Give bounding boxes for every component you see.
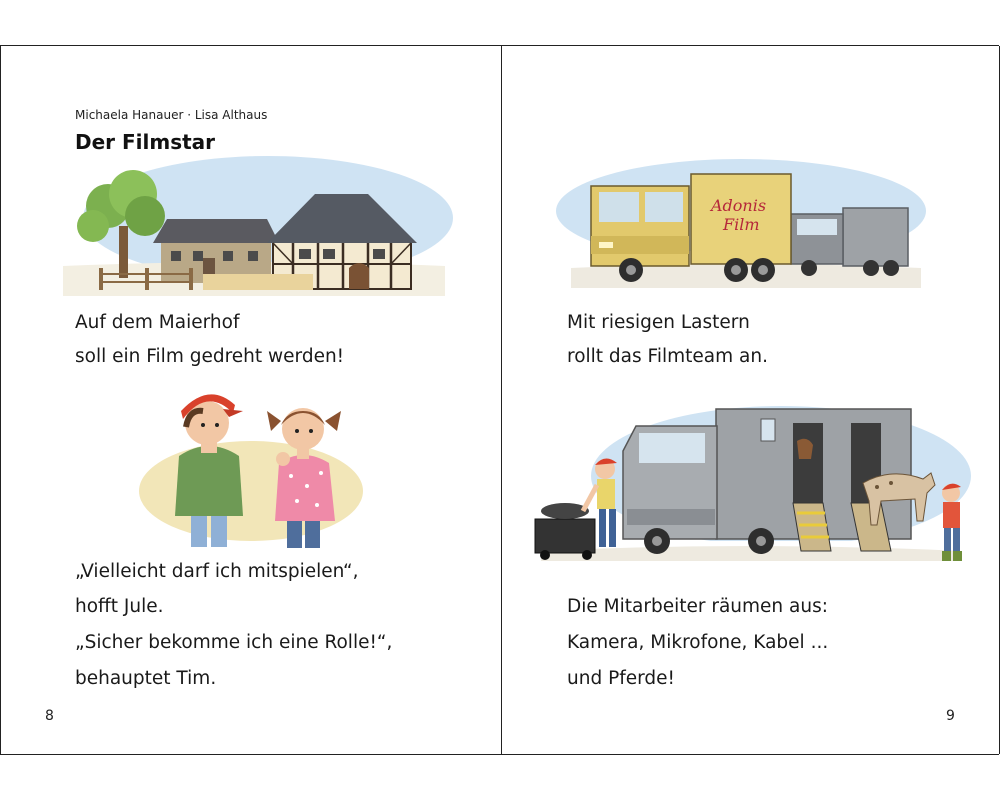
right-page bbox=[501, 46, 1000, 754]
truck-lettering-line2: Film bbox=[723, 215, 760, 234]
page-number: 8 bbox=[45, 708, 54, 724]
text-line: „Sicher bekomme ich eine Rolle!“, bbox=[75, 632, 393, 653]
left-page bbox=[0, 46, 502, 754]
text-line: „Vielleicht darf ich mitspielen“, bbox=[75, 561, 359, 582]
children-illustration bbox=[131, 381, 371, 551]
farmhouse-illustration bbox=[53, 146, 453, 301]
trucks-illustration bbox=[551, 156, 931, 296]
text-line: Kamera, Mikrofone, Kabel ... bbox=[567, 632, 829, 653]
author-line: Michaela Hanauer · Lisa Althaus bbox=[75, 108, 268, 122]
text-line: und Pferde! bbox=[567, 668, 675, 689]
book-spread bbox=[0, 45, 999, 755]
text-line: Mit riesigen Lastern bbox=[567, 312, 750, 333]
page-number: 9 bbox=[946, 708, 955, 724]
text-line: soll ein Film gedreht werden! bbox=[75, 346, 345, 367]
text-line: rollt das Filmteam an. bbox=[567, 346, 768, 367]
text-line: hofft Jule. bbox=[75, 596, 164, 617]
text-line: Die Mitarbeiter räumen aus: bbox=[567, 596, 828, 617]
story-title: Der Filmstar bbox=[75, 130, 216, 154]
horse-transport-illustration bbox=[531, 401, 971, 581]
text-line: behauptet Tim. bbox=[75, 668, 217, 689]
truck-lettering-line1: Adonis bbox=[711, 196, 767, 215]
text-line: Auf dem Maierhof bbox=[75, 312, 240, 333]
